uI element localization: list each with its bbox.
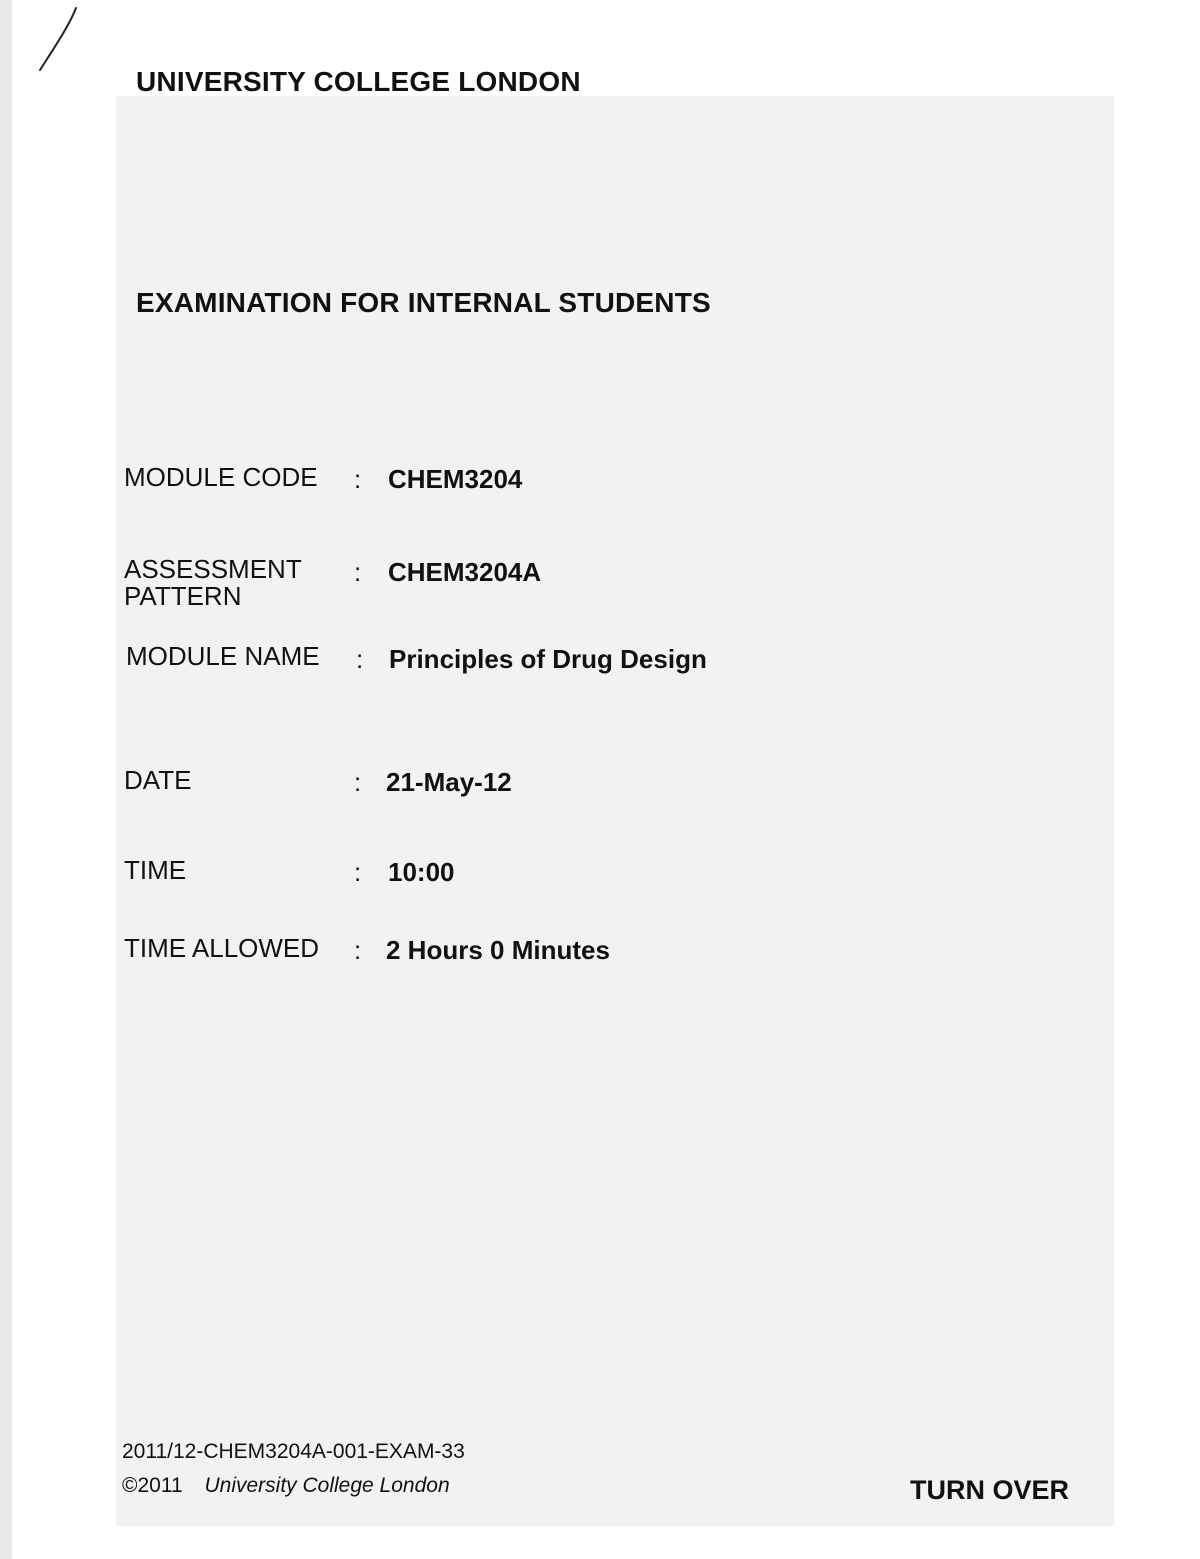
assessment-pattern-label-line2: PATTERN: [124, 581, 242, 611]
pen-stroke-mark: [36, 4, 80, 74]
date-value: 21-May-12: [386, 767, 512, 797]
exam-reference: 2011/12-CHEM3204A-001-EXAM-33: [122, 1440, 465, 1463]
turn-over-notice: TURN OVER: [910, 1475, 1070, 1505]
date-separator: :: [354, 767, 362, 797]
copyright-year: ©2011: [122, 1474, 183, 1497]
module-code-separator: :: [354, 464, 362, 494]
module-name-label: MODULE NAME: [126, 641, 320, 671]
module-name-value: Principles of Drug Design: [389, 644, 707, 674]
assessment-pattern-label-line1: ASSESSMENT: [124, 554, 302, 584]
time-label: TIME: [124, 855, 187, 885]
date-label: DATE: [124, 765, 192, 795]
scan-edge: [0, 0, 12, 1559]
exam-type-title: EXAMINATION FOR INTERNAL STUDENTS: [136, 287, 711, 318]
copyright-organization: University College London: [204, 1474, 450, 1497]
assessment-pattern-value: CHEM3204A: [388, 557, 542, 587]
module-code-value: CHEM3204: [388, 464, 523, 494]
time-allowed-value: 2 Hours 0 Minutes: [386, 935, 610, 965]
institution-title: UNIVERSITY COLLEGE LONDON: [136, 66, 581, 97]
module-name-separator: :: [356, 644, 364, 674]
time-allowed-separator: :: [354, 935, 362, 965]
time-separator: :: [354, 857, 362, 887]
time-allowed-label: TIME ALLOWED: [124, 933, 320, 963]
time-value: 10:00: [388, 857, 455, 887]
copyright-notice: [122, 1474, 450, 1498]
module-code-label: MODULE CODE: [124, 462, 318, 492]
assessment-pattern-separator: :: [354, 557, 362, 587]
